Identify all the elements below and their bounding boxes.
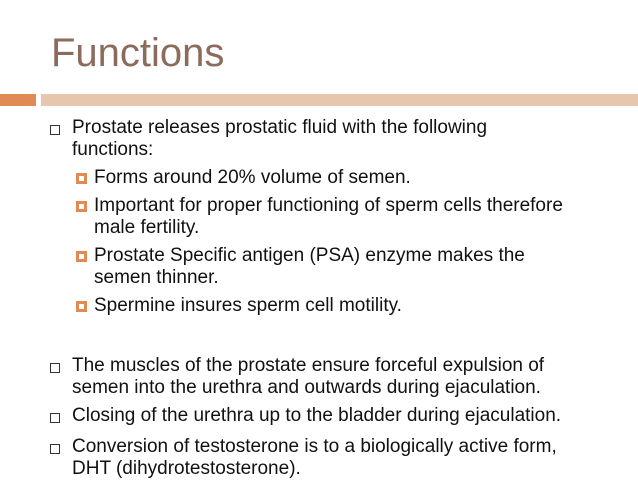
- bullet-text: DHT (dihydrotestosterone).: [72, 458, 301, 479]
- bullet-text: functions:: [72, 139, 154, 160]
- sub-bullet-text: Forms around 20% volume of semen.: [94, 167, 411, 188]
- bullet-text: semen into the urethra and outwards during ejaculation.: [72, 377, 541, 398]
- checkbox-bullet-icon: [50, 363, 60, 373]
- square-bullet-icon: [76, 201, 87, 212]
- slide-title: Functions: [51, 31, 225, 75]
- checkbox-bullet-icon: [50, 444, 60, 454]
- sub-bullet-text: semen thinner.: [94, 267, 219, 288]
- title-rule-accent: [0, 94, 36, 106]
- sub-bullet-text: male fertility.: [94, 217, 200, 238]
- square-bullet-icon: [76, 301, 87, 312]
- sub-bullet-text: Spermine insures sperm cell motility.: [94, 295, 402, 316]
- square-bullet-icon: [76, 173, 87, 184]
- square-bullet-icon: [76, 251, 87, 262]
- bullet-text: Conversion of testosterone is to a biologically active form,: [72, 436, 557, 457]
- bullet-text: Prostate releases prostatic fluid with the following: [72, 117, 488, 138]
- sub-bullet-text: Important for proper functioning of sperm cells therefore: [94, 195, 563, 216]
- checkbox-bullet-icon: [50, 125, 60, 135]
- bullet-text: Closing of the urethra up to the bladder during ejaculation.: [72, 405, 562, 426]
- sub-bullet-text: Prostate Specific antigen (PSA) enzyme makes the: [94, 245, 525, 266]
- bullet-text: The muscles of the prostate ensure forceful expulsion of: [72, 355, 545, 376]
- checkbox-bullet-icon: [50, 413, 60, 423]
- title-rule: [41, 94, 638, 106]
